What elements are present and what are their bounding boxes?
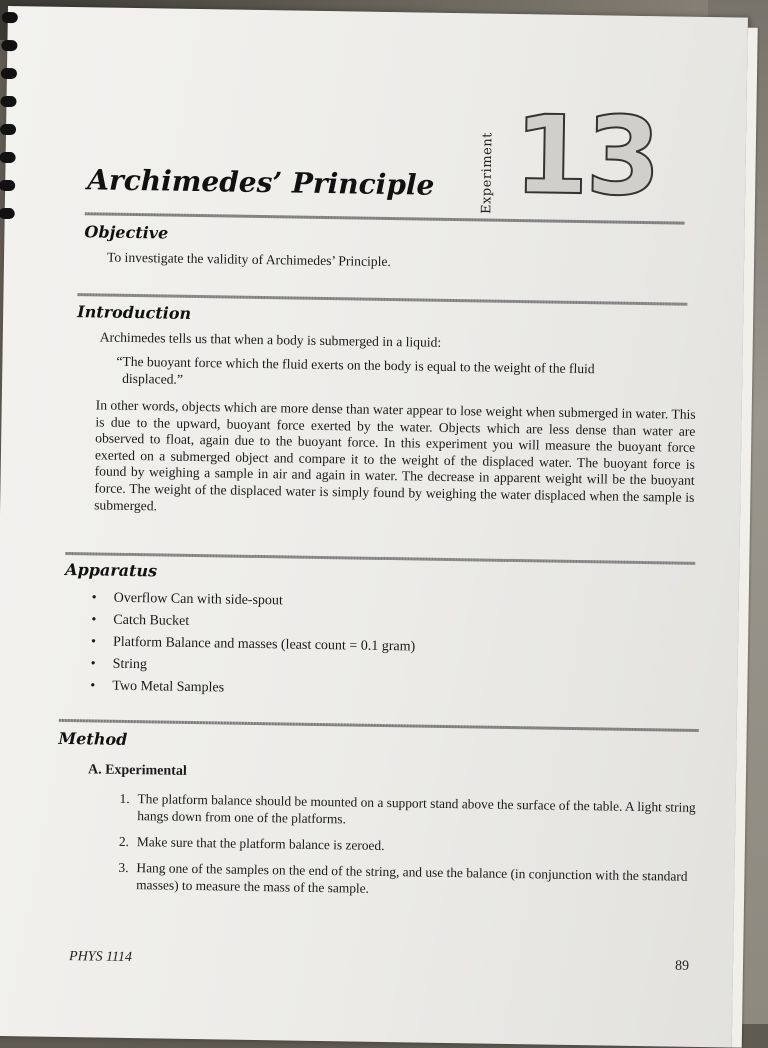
binding-coil (1, 40, 17, 51)
binding-coil (1, 68, 17, 79)
objective-heading: Objective (84, 222, 169, 243)
list-item: 1. The platform balance should be mounted on a support stand above the surface of the table. A light string hangs down from one of the platforms. (119, 790, 696, 827)
apparatus-list (90, 587, 416, 702)
bullet-icon: • (91, 590, 97, 606)
list-item: 2. Make sure that the platform balance is zeroed. (118, 833, 385, 854)
binding-coil (0, 180, 15, 191)
experiment-label: Experiment (479, 131, 496, 214)
list-item: 3. Hang one of the samples on the end of the string, and use the balance (in conjunction with the standard masses) to measure the mass of the sample. (118, 859, 688, 896)
bullet-icon: • (90, 678, 96, 694)
introduction-heading: Introduction (77, 302, 192, 323)
introduction-quote: “The buoyant force which the fluid exerts on the body is equal to the weight of the fluid displaced.” (116, 353, 595, 387)
introduction-lead: Archimedes tells us that when a body is submerged in a liquid: (99, 329, 442, 350)
introduction-paragraph: In other words, objects which are more dense than water appear to lose weight when submerged in water. This is due to the upward, buoyant force exerted by the water. Objects which are less dense than water are observed to float, again due to the buoyant force. In this experiment you will measure the buoyant force exerted on a submerged object and compare it to the weight of the displaced water. The buoyant force is found by weighing a sample in air and again in water. The decrease in apparent weight will be the buoyant force. The weight of the displaced water is simply found by weighing the water displaced when the sample is submerged. (94, 397, 696, 513)
list-item: • String (90, 653, 415, 680)
binding-coil (0, 96, 16, 107)
page-title: Archimedes’ Principle (87, 163, 435, 202)
course-code: PHYS 1114 (68, 949, 133, 966)
method-subheading: A. Experimental (87, 762, 187, 779)
method-heading: Method (58, 728, 128, 749)
method-steps (118, 790, 700, 911)
binding-coil (2, 12, 18, 23)
section-divider (65, 552, 695, 565)
list-item: • Two Metal Samples (90, 675, 415, 702)
spiral-binding (4, 6, 22, 246)
binding-coil (0, 208, 15, 219)
binding-coil (0, 152, 16, 163)
bullet-icon: • (90, 656, 96, 672)
experiment-number: 13 (512, 92, 659, 221)
page-number: 89 (674, 958, 690, 974)
bullet-icon: • (91, 612, 97, 628)
list-item: • Platform Balance and masses (least count = 0.1 gram) (91, 631, 416, 658)
apparatus-heading: Apparatus (65, 559, 158, 581)
bullet-icon: • (90, 634, 97, 650)
section-divider (59, 719, 699, 732)
list-item: • Catch Bucket (91, 609, 416, 636)
document-page (0, 6, 748, 1047)
list-item: • Overflow Can with side-spout (92, 587, 417, 614)
objective-text: To investigate the validity of Archimedes’ Principle. (106, 249, 391, 270)
binding-coil (0, 124, 16, 135)
